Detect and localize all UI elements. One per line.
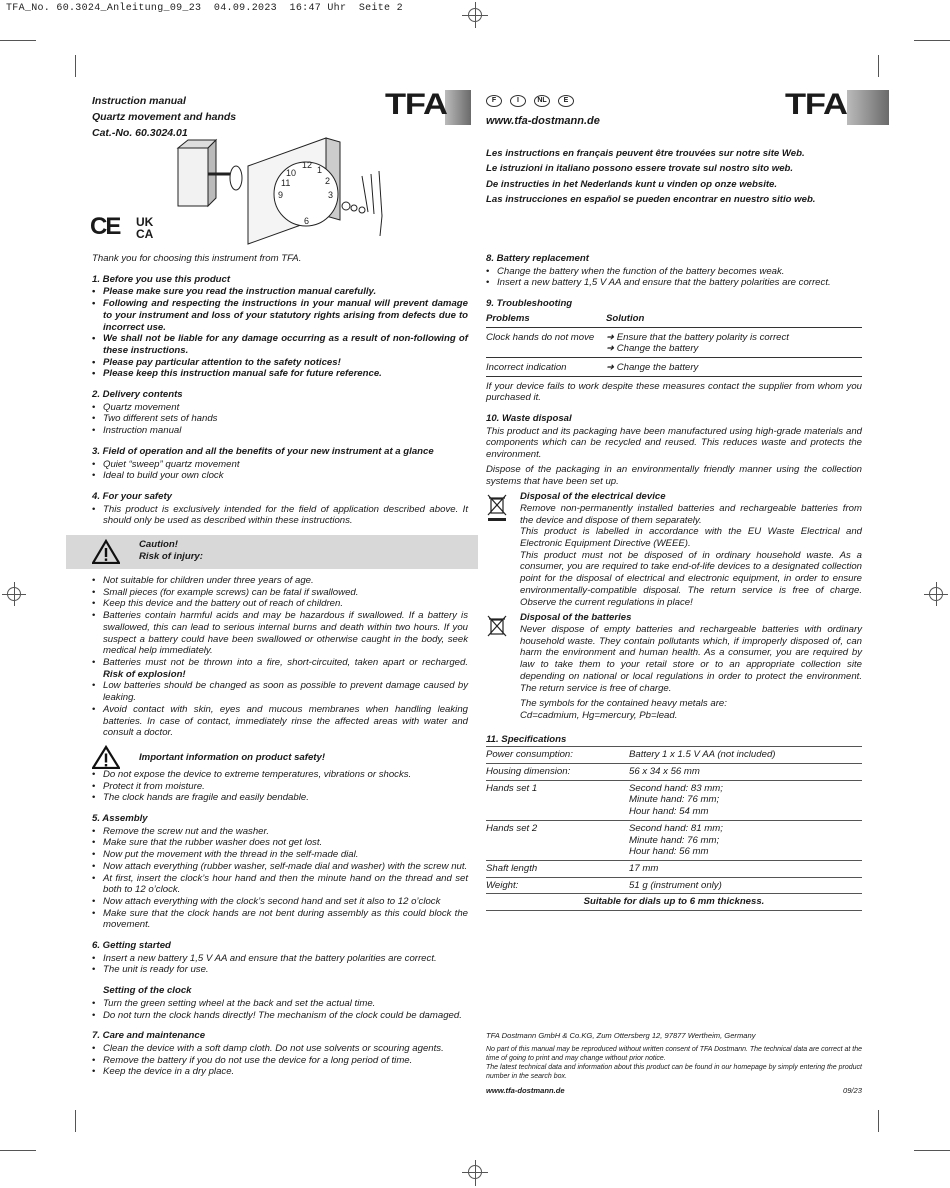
registration-mark bbox=[468, 1165, 482, 1179]
ukca-mark: UK CA bbox=[136, 215, 154, 241]
left-column bbox=[92, 253, 468, 1078]
electrical-disposal: Disposal of the electrical device Remove non-permanently installed batteries and rechargeable batteries from the device and dispose of them separately. This product is labelled in accordance with the EU Waste Electrical and Electronic Equipment Directive (WEEE). This product must not be disposed of in ordinary household waste. As a consumer, you are required to take end-of-life devices to a designated collection point for the disposal of electrical and electronic equipment, in order to ensure environmentally-compatible disposal. The return service is free of charge. Observe the current regulations in place! bbox=[486, 491, 862, 608]
crop-mark bbox=[0, 40, 36, 41]
crop-mark bbox=[878, 1110, 879, 1132]
section-6-list: • Insert a new battery 1,5 V AA and ensure that the battery polarities are correct. • The unit is ready for use. bbox=[92, 953, 468, 976]
section-3-heading: 3. Field of operation and all the benefits of your new instrument at a glance bbox=[92, 445, 434, 457]
tfa-logo: TFA bbox=[385, 90, 470, 120]
section-10-heading: 10. Waste disposal bbox=[486, 413, 572, 425]
important-notice: Important information on product safety! bbox=[92, 745, 468, 769]
crossed-bin-icon bbox=[486, 493, 508, 523]
legal-notice-2: The latest technical data and information about this product can be found in our homepage by simply entering the product number in the search box. bbox=[486, 1063, 862, 1080]
crossed-bin-icon bbox=[486, 614, 508, 640]
lang-badge-f: F bbox=[486, 95, 502, 107]
registration-mark bbox=[7, 587, 21, 601]
svg-text:11: 11 bbox=[281, 178, 291, 188]
website-url: www.tfa-dostmann.de bbox=[486, 115, 600, 127]
footer-url: www.tfa-dostmann.de bbox=[486, 1086, 565, 1096]
crop-mark bbox=[75, 1110, 76, 1132]
svg-text:2: 2 bbox=[325, 176, 331, 186]
crop-mark bbox=[0, 1150, 36, 1151]
crop-mark bbox=[878, 55, 879, 77]
lang-badge-e: E bbox=[558, 95, 574, 107]
caution-label: Caution! bbox=[139, 539, 178, 551]
svg-text:9: 9 bbox=[278, 190, 284, 200]
section-2-heading: 2. Delivery contents bbox=[92, 389, 183, 401]
crop-mark bbox=[75, 55, 76, 77]
svg-text:12: 12 bbox=[302, 160, 313, 170]
warning-icon bbox=[92, 745, 120, 769]
section-7-list: • Clean the device with a soft damp cloth. Do not use solvents or scouring agents. • Remove the battery if you do not use the device for a long period of time. • Keep the device in a dry place. bbox=[92, 1043, 468, 1078]
thanks-text: Thank you for choosing this instrument from TFA. bbox=[92, 253, 302, 264]
svg-text:10: 10 bbox=[286, 168, 297, 178]
section-4-heading: 4. For your safety bbox=[92, 490, 172, 502]
setting-clock-heading: Setting of the clock bbox=[103, 985, 192, 997]
registration-mark bbox=[929, 587, 943, 601]
troubleshooting-table: Problems Solution Clock hands do not move ➜ Ensure that the battery polarity is correct ➜ Change the battery Incorrect indication ➜ Change the battery bbox=[486, 311, 862, 377]
troubleshooting-note: If your device fails to work despite these measures contact the supplier from whom you purchased it. bbox=[486, 380, 862, 404]
section-1-heading: 1. Before you use this product bbox=[92, 273, 231, 285]
right-column: 8. Battery replacement • Change the battery when the function of the battery becomes weak. • Insert a new battery 1,5 V AA and ensure that the battery polarities are correct. 9. Troubleshooting Problems Solution Clock hands do not move ➜ Ensure that the battery polarity is correct ➜ Change the battery Incorrect indication ➜ Change the battery If your device fails to work despite these measures contact the supplier from whom you purchased it. 10. Waste disposal This product and its packaging have been manufactured using high-grade materials and components which can be recycled and reused. This reduces waste and protects the environment. Dispose of the packaging in an environmentally friendly manner using the collection systems that have been set up. Disposal of the electrical device Remove non-permanently installed batteries and rechargeable batteries from the device and dispose of them separately. This product is labelled in accordance with the EU Waste Electrical and Electronic Equipment Directive (WEEE). This product must not be disposed of in ordinary household waste. As a consumer, you are required to take end-of-life devices to a designated collection point for the disposal of electrical and electronic equipment, in order to ensure environmentally-compatible disposal. The return service is free of charge. Observe the current regulations in place! Disposal of the batteries Never dispose of empty batteries and rechargeable batteries with ordinary household waste. They contain pollutants which, if improperly disposed of, can harm the environment and human health. As a consumer, you are required by law to take them to your retail store or to an appropriate collection site depending on national or local regulations in order to protect the environment. The return service is free of charge. The symbols for the contained heavy metals are: Cd=cadmium, Hg=mercury, Pb=lead. 11. Specifications Power consumption: Battery 1 x 1.5 V AA (not included) Housing dimension: 56 x 34 x 56 mm Hands set 1 Second hand: 83 mm; Minute hand: 76 mm; Hour hand: 54 mm Hands set 2 Second hand: 81 mm; Minute hand: 76 mm; Hour hand: 56 mm Shaft length 17 mm Weight: 51 g (instrument only) Suitable for dials up to 6 mm thickness. bbox=[486, 253, 862, 911]
section-1-list: • Please make sure you read the instruction manual carefully. • Following and respecting the instructions in your manual will prevent damage to your instrument and loss of your statutory rights arising from defects due to incorrect use. • We shall not be liable for any damage occurring as a result of non-following of these instructions. • Please pay particular attention to the safety notices! • Please keep this instruction manual safe for future reference. bbox=[92, 286, 468, 380]
language-notes: Les instructions en français peuvent être trouvées sur notre site Web. Le istruzioni in italiano possono essere trovate sul nostro sito web. De instructies in het Nederlands kunt u vinden op onze website. Las instrucciones en español se pueden encontrar en nuestro sitio web. bbox=[486, 148, 816, 206]
setting-clock-list: • Turn the green setting wheel at the back and set the actual time. • Do not turn the clock hands directly! The mechanism of the clock could be damaged. bbox=[92, 998, 468, 1021]
manual-title: Instruction manual Quartz movement and hands Cat.-No. 60.3024.01 bbox=[92, 95, 237, 139]
important-list: • Do not expose the device to extreme temperatures, vibrations or shocks. • Protect it from moisture. • The clock hands are fragile and easily bendable. bbox=[92, 769, 468, 804]
section-5-list: • Remove the screw nut and the washer. • Make sure that the rubber washer does not get lost. • Now put the movement with the thread in the self-made dial. • Now attach everything (rubber washer, self-made dial and washer) with the screw nut. • At first, insert the clock’s hour hand and then the minute hand on the thread and set both to 12 o’clock. • Now attach everything with the clock’s second hand and set it also to 12 o’clock • Make sure that the clock hands are not bent during assembly as this could block the movement. bbox=[92, 826, 468, 931]
section-8-list: • Change the battery when the function of the battery becomes weak. • Insert a new battery 1,5 V AA and ensure that the battery polarities are correct. bbox=[486, 266, 862, 289]
svg-text:1: 1 bbox=[317, 165, 323, 175]
print-slug: TFA_No. 60.3024_Anleitung_09_23 04.09.2023 16:47 Uhr Seite 2 bbox=[6, 3, 403, 14]
section-8-heading: 8. Battery replacement bbox=[486, 253, 589, 264]
tfa-logo: TFA bbox=[785, 90, 890, 120]
battery-disposal: Disposal of the batteries Never dispose of empty batteries and rechargeable batteries with ordinary household waste. They contain pollutants which, if improperly disposed of, can harm the environment and human health. As a consumer, you are required by law to take them to your retail store or to an appropriate collection site depending on national or local regulations in order to protect the environment. The return service is free of charge. The symbols for the contained heavy metals are: Cd=cadmium, Hg=mercury, Pb=lead. bbox=[486, 612, 862, 721]
footer-date: 09/23 bbox=[842, 1086, 862, 1096]
registration-mark bbox=[468, 8, 482, 22]
section-11-heading: 11. Specifications bbox=[486, 733, 567, 745]
specifications-table: Power consumption: Battery 1 x 1.5 V AA (not included) Housing dimension: 56 x 34 x 56 mm Hands set 1 Second hand: 83 mm; Minute hand: 76 mm; Hour hand: 54 mm Hands set 2 Second hand: 81 mm; Minute hand: 76 mm; Hour hand: 56 mm Shaft length 17 mm Weight: 51 g (instrument only) Suitable for dials up to 6 mm thickness. bbox=[486, 746, 862, 911]
footer bbox=[486, 1031, 862, 1096]
section-6-heading: 6. Getting started bbox=[92, 940, 171, 952]
company-address: TFA Dostmann GmbH & Co.KG, Zum Ottersberg 12, 97877 Wertheim, Germany bbox=[486, 1031, 756, 1040]
warning-icon bbox=[92, 539, 120, 564]
section-5-heading: 5. Assembly bbox=[92, 813, 148, 825]
section-2-list: • Quartz movement • Two different sets of hands • Instruction manual bbox=[92, 402, 468, 437]
lang-badge-i: I bbox=[510, 95, 526, 107]
svg-text:3: 3 bbox=[328, 190, 334, 200]
product-illustration bbox=[168, 136, 408, 246]
risk-list: • Not suitable for children under three years of age. • Small pieces (for example screws) can be fatal if swallowed. • Keep this device and the battery out of reach of children. • Batteries contain harmful acids and may be hazardous if swallowed. If a battery is swallowed, this can lead to serious internal burns and death within two hours. If you suspect a battery could have been swallowed or otherwise caught in the body, seek medical help immediately. • Batteries must not be thrown into a fire, short-circuited, taken apart or recharged. Risk of explosion! • Low batteries should be changed as soon as possible to prevent damage caused by leaking. • Avoid contact with skin, eyes and mucous membranes when handling leaking batteries. In case of contact, immediately rinse the affected areas with water and consult a doctor. bbox=[92, 575, 468, 739]
section-3-list: • Quiet “sweep” quartz movement • Ideal to build your own clock bbox=[92, 459, 468, 482]
legal-notice: No part of this manual may be reproduced without written consent of TFA Dostmann. The technical data are correct at the time of going to print and may change without prior notice. bbox=[486, 1046, 862, 1063]
caution-box bbox=[66, 535, 478, 569]
risk-label: Risk of injury: bbox=[139, 551, 203, 563]
lang-badge-nl: NL bbox=[534, 95, 550, 107]
crop-mark bbox=[914, 40, 950, 41]
section-7-heading: 7. Care and maintenance bbox=[92, 1030, 206, 1042]
ce-mark: CE bbox=[90, 213, 120, 240]
section-4-list: • This product is exclusively intended for the field of application described above. It should only be used as described within these instructions. bbox=[92, 504, 468, 527]
svg-text:6: 6 bbox=[304, 216, 310, 226]
crop-mark bbox=[914, 1150, 950, 1151]
section-9-heading: 9. Troubleshooting bbox=[486, 298, 573, 310]
